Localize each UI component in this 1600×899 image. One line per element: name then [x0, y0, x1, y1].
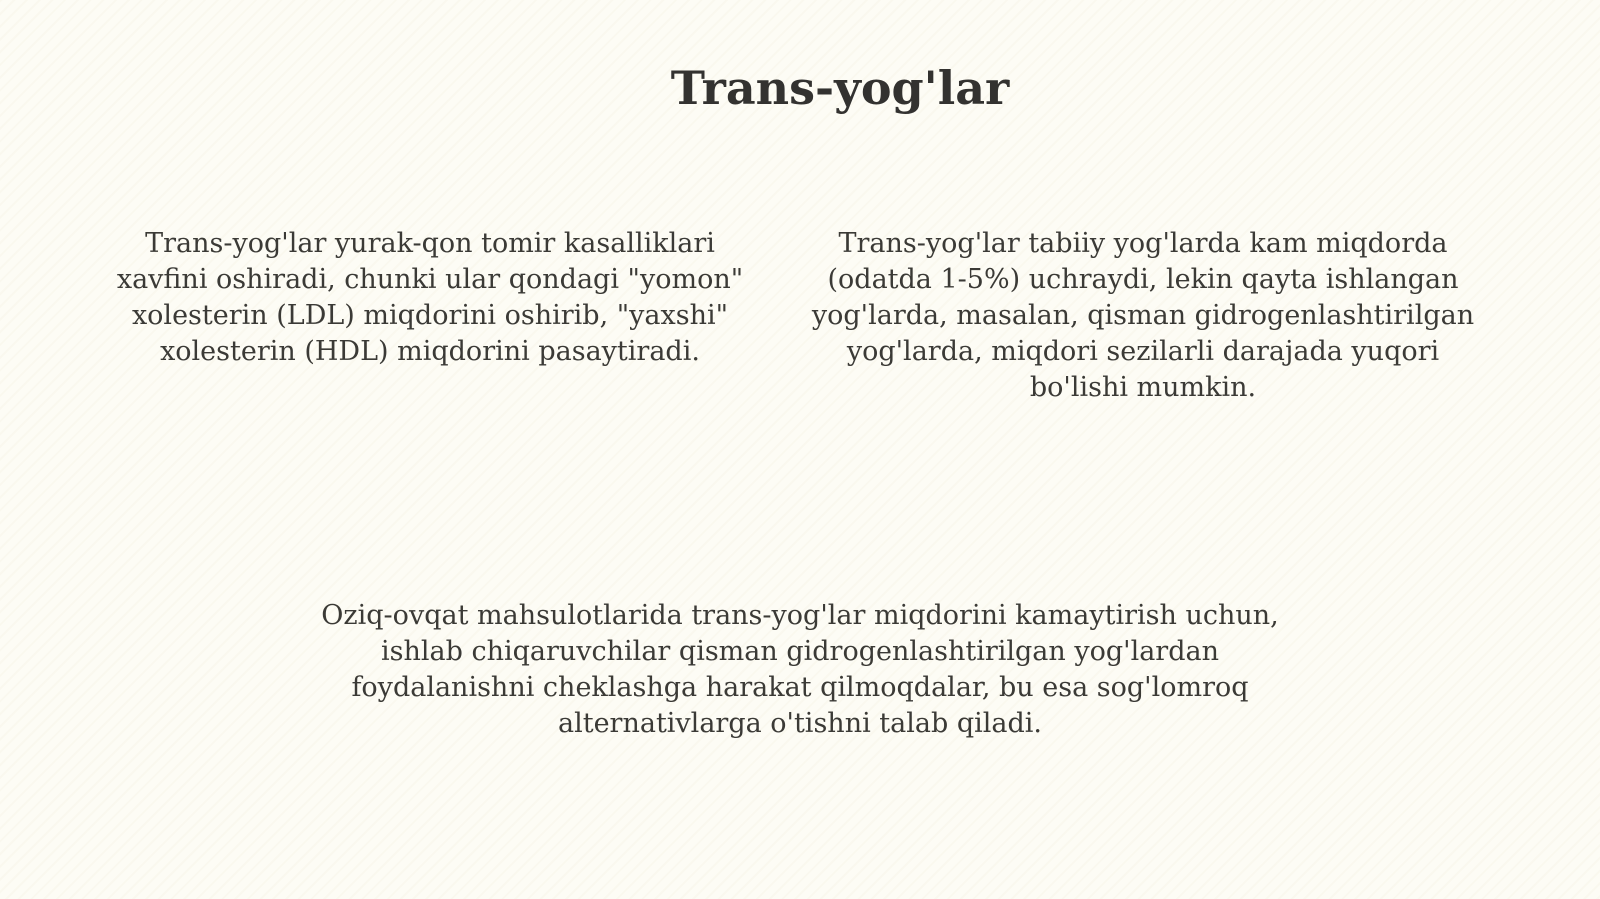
paragraph-natural-fats: Trans-yog'lar tabiiy yog'larda kam miqdorda (odatda 1-5%) uchraydi, lekin qayta ishlangan yog'larda, masalan, qisman gidrogenlashtirilgan yog'larda, miqdori sezilarli darajada yuqori bo'lishi mumkin.: [811, 228, 1475, 403]
paragraph-manufacturers: Oziq-ovqat mahsulotlarida trans-yog'lar miqdorini kamaytirish uchun, ishlab chiqaruvchilar qisman gidrogenlashtirilgan yog'lardan foydalanishni cheklashga harakat qilmoqdalar, bu esa sog'lomroq alternativlarga o'tishni talab qiladi.: [321, 600, 1279, 739]
slide-title: Trans-yog'lar: [670, 61, 1010, 115]
paragraph-ldl-hdl: Trans-yog'lar yurak-qon tomir kasalliklari xavfini oshiradi, chunki ular qondagi "yomon" xolesterin (LDL) miqdorini oshirib, "yaxshi" xolesterin (HDL) miqdorini pasaytiradi.: [116, 228, 744, 367]
